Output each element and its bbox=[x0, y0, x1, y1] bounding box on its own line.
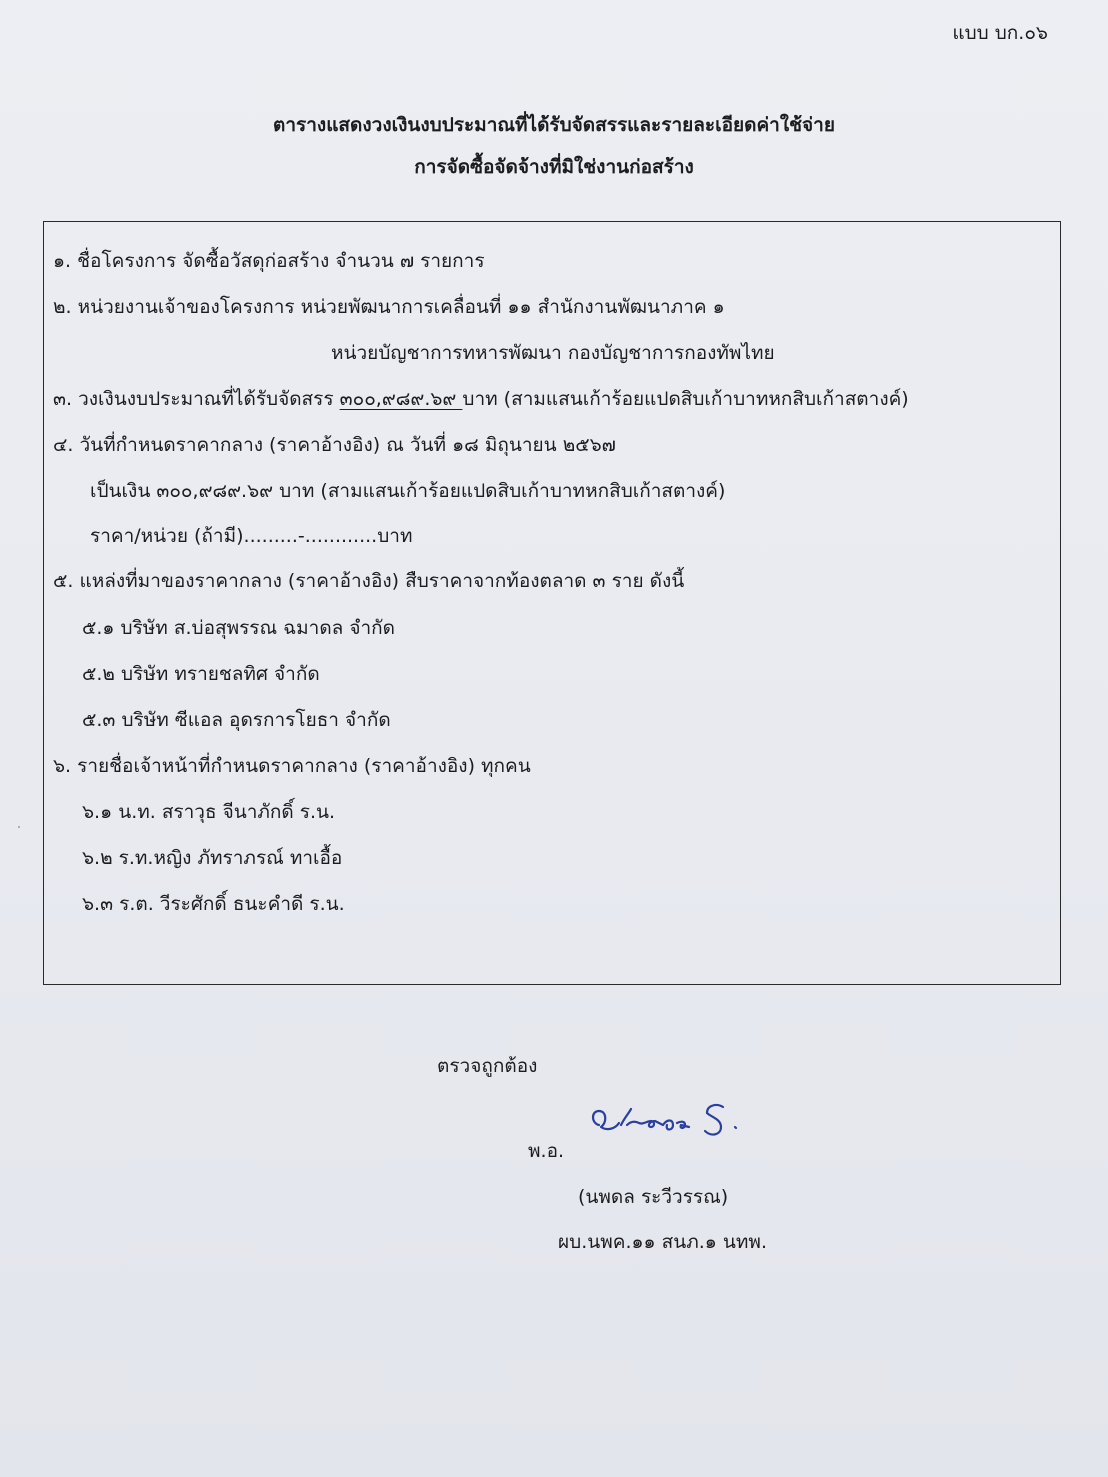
item-budget bbox=[53, 390, 909, 409]
item-owner-unit-continued: หน่วยบัญชาการทหารพัฒนา กองบัญชาการกองทัพไทย bbox=[331, 342, 775, 364]
paper-speck bbox=[18, 826, 20, 828]
item-owner-unit: ๒. หน่วยงานเจ้าของโครงการ หน่วยพัฒนาการเคลื่อนที่ ๑๑ สำนักงานพัฒนาภาค ๑ bbox=[53, 296, 725, 318]
item-median-price-date: ๔. วันที่กำหนดราคากลาง (ราคาอ้างอิง) ณ วันที่ ๑๘ มิถุนายน ๒๕๖๗ bbox=[53, 434, 616, 456]
signer-name: (นพดล ระวีวรรณ) bbox=[578, 1186, 729, 1208]
official-3: ๖.๓ ร.ต. วีระศักดิ์ ธนะคำดี ร.น. bbox=[82, 893, 345, 915]
details-box bbox=[43, 221, 1061, 985]
signer-position: ผบ.นพค.๑๑ สนภ.๑ นทพ. bbox=[558, 1231, 767, 1253]
official-2: ๖.๒ ร.ท.หญิง ภัทราภรณ์ ทาเอื้อ bbox=[82, 847, 343, 869]
item-budget-label: ๓. วงเงินงบประมาณที่ได้รับจัดสรร bbox=[53, 388, 340, 410]
source-company-2: ๕.๒ บริษัท ทรายชลทิศ จำกัด bbox=[82, 663, 320, 685]
source-company-1: ๕.๑ บริษัท ส.บ่อสุพรรณ ฉมาดล จำกัด bbox=[82, 617, 395, 639]
signer-rank: พ.อ. bbox=[528, 1140, 565, 1162]
item-price-source: ๕. แหล่งที่มาของราคากลาง (ราคาอ้างอิง) สืบราคาจากท้องตลาด ๓ ราย ดังนี้ bbox=[53, 570, 685, 592]
item-officials-heading: ๖. รายชื่อเจ้าหน้าที่กำหนดราคากลาง (ราคาอ้างอิง) ทุกคน bbox=[53, 755, 531, 777]
item-budget-words: บาท (สามแสนเก้าร้อยแปดสิบเก้าบาทหกสิบเก้าสตางค์) bbox=[462, 388, 909, 410]
document-title-line-1: ตารางแสดงวงเงินงบประมาณที่ได้รับจัดสรรและรายละเอียดค่าใช้จ่าย bbox=[273, 114, 835, 136]
source-company-3: ๕.๓ บริษัท ซีแอล อุดรการโยธา จำกัด bbox=[82, 709, 391, 731]
verified-label: ตรวจถูกต้อง bbox=[437, 1055, 538, 1077]
item-project-name: ๑. ชื่อโครงการ จัดซื้อวัสดุก่อสร้าง จำนวน ๗ รายการ bbox=[53, 250, 485, 272]
document-title-line-2: การจัดซื้อจัดจ้างที่มิใช่งานก่อสร้าง bbox=[414, 156, 694, 178]
item-budget-amount: ๓๐๐,๙๘๙.๖๙ bbox=[339, 388, 463, 410]
item-median-price-amount: เป็นเงิน ๓๐๐,๙๘๙.๖๙ บาท (สามแสนเก้าร้อยแปดสิบเก้าบาทหกสิบเก้าสตางค์) bbox=[90, 480, 726, 502]
form-code: แบบ บก.๐๖ bbox=[952, 22, 1048, 44]
item-unit-price: ราคา/หน่วย (ถ้ามี).........-............บาท bbox=[90, 525, 413, 547]
signature bbox=[585, 1095, 775, 1151]
official-1: ๖.๑ น.ท. สราวุธ จีนาภักดิ์ ร.น. bbox=[82, 801, 336, 823]
